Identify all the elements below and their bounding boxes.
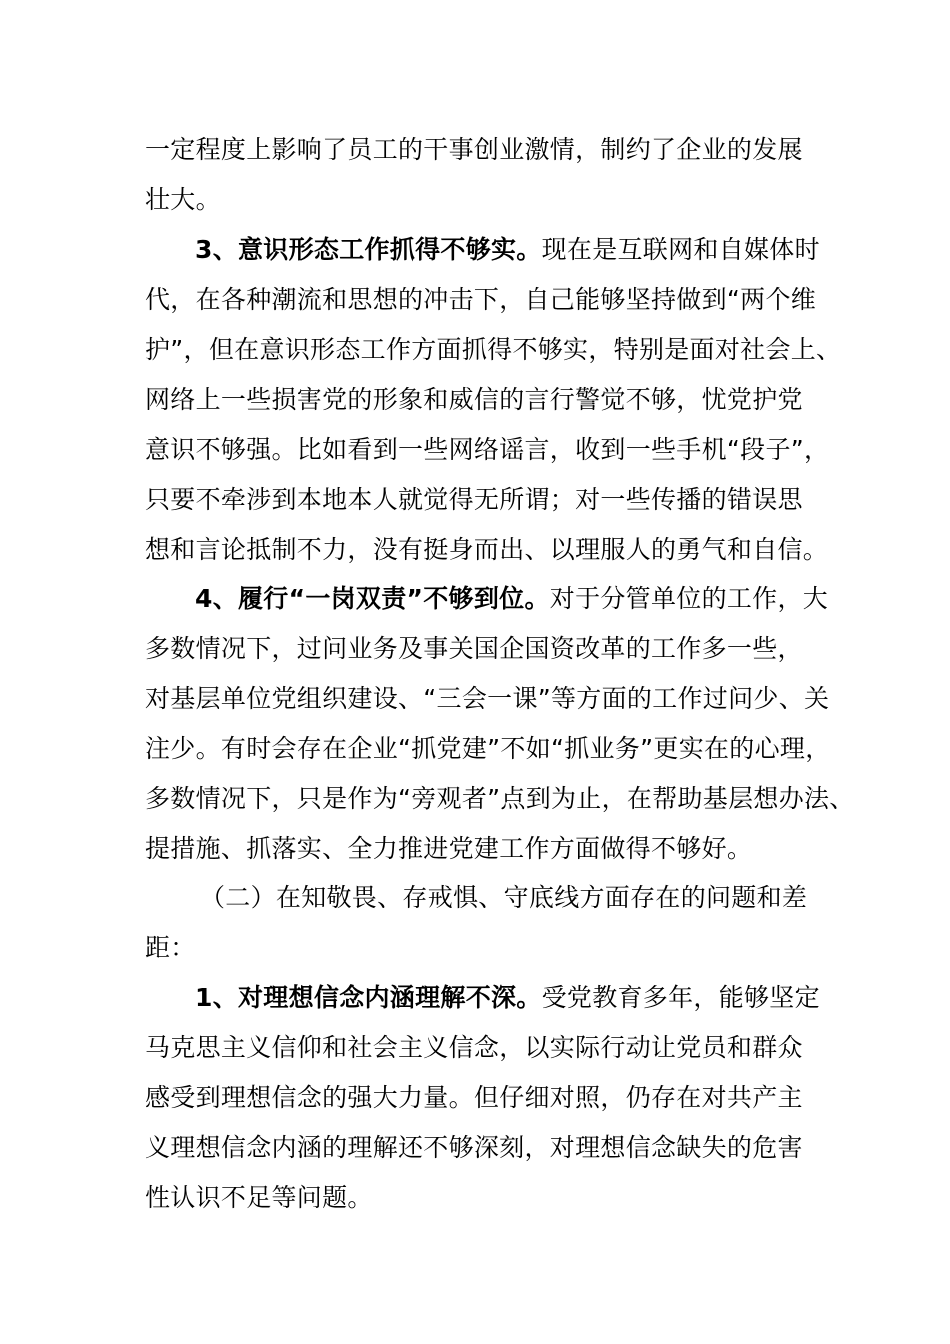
paragraph-line: 壮大。: [145, 185, 221, 214]
paragraph-line: 感受到理想信念的强大力量。但仔细对照，仍存在对共产主: [145, 1083, 803, 1112]
section-heading-1: [195, 980, 895, 1016]
section-heading-3: [195, 232, 895, 268]
paragraph-line: 多数情况下，只是作为“旁观者”点到为止，在帮助基层想办法、: [145, 784, 855, 813]
paragraph-line: 护”，但在意识形态工作方面抓得不够实，特别是面对社会上、: [145, 335, 842, 364]
paragraph-line: 代，在各种潮流和思想的冲击下，自己能够坚持做到“两个维: [145, 285, 817, 314]
paragraph-line: 马克思主义信仰和社会主义信念，以实际行动让党员和群众: [145, 1033, 803, 1062]
paragraph-line: 一定程度上影响了员工的干事创业激情，制约了企业的发展: [145, 135, 803, 164]
paragraph-line: 注少。有时会存在企业“抓党建”不如“抓业务”更实在的心理，: [145, 734, 831, 763]
paragraph-line: 想和言论抵制不力，没有挺身而出、以理服人的勇气和自信。: [145, 535, 829, 564]
heading-rest-text: 现在是互联网和自媒体时: [541, 235, 820, 264]
paragraph-line: 意识不够强。比如看到一些网络谣言，收到一些手机“段子”，: [145, 435, 830, 464]
paragraph-line: 对基层单位党组织建设、“三会一课”等方面的工作过问少、关: [145, 684, 830, 713]
subsection-heading: （二）在知敬畏、存戒惧、守底线方面存在的问题和差: [200, 883, 808, 912]
paragraph-line: 性认识不足等问题。: [145, 1183, 373, 1212]
heading-bold-text: 3、意识形态工作抓得不够实。: [195, 235, 542, 264]
heading-rest-text: 受党教育多年，能够坚定: [541, 983, 820, 1012]
section-heading-4: [195, 581, 895, 617]
heading-bold-text: 4、履行“一岗双责”不够到位。: [195, 584, 550, 613]
paragraph-line: 多数情况下，过问业务及事关国企国资改革的工作多一些，: [145, 634, 803, 663]
heading-bold-text: 1、对理想信念内涵理解不深。: [195, 983, 542, 1012]
heading-rest-text: 对于分管单位的工作，大: [549, 584, 829, 613]
paragraph-line: 只要不牵涉到本地本人就觉得无所谓；对一些传播的错误思: [145, 485, 803, 514]
paragraph-line: 距：: [145, 933, 196, 962]
paragraph-line: 义理想信念内涵的理解还不够深刻，对理想信念缺失的危害: [145, 1133, 803, 1162]
paragraph-line: 网络上一些损害党的形象和威信的言行警觉不够，忧党护党: [145, 385, 803, 414]
paragraph-line: 提措施、抓落实、全力推进党建工作方面做得不够好。: [145, 834, 753, 863]
